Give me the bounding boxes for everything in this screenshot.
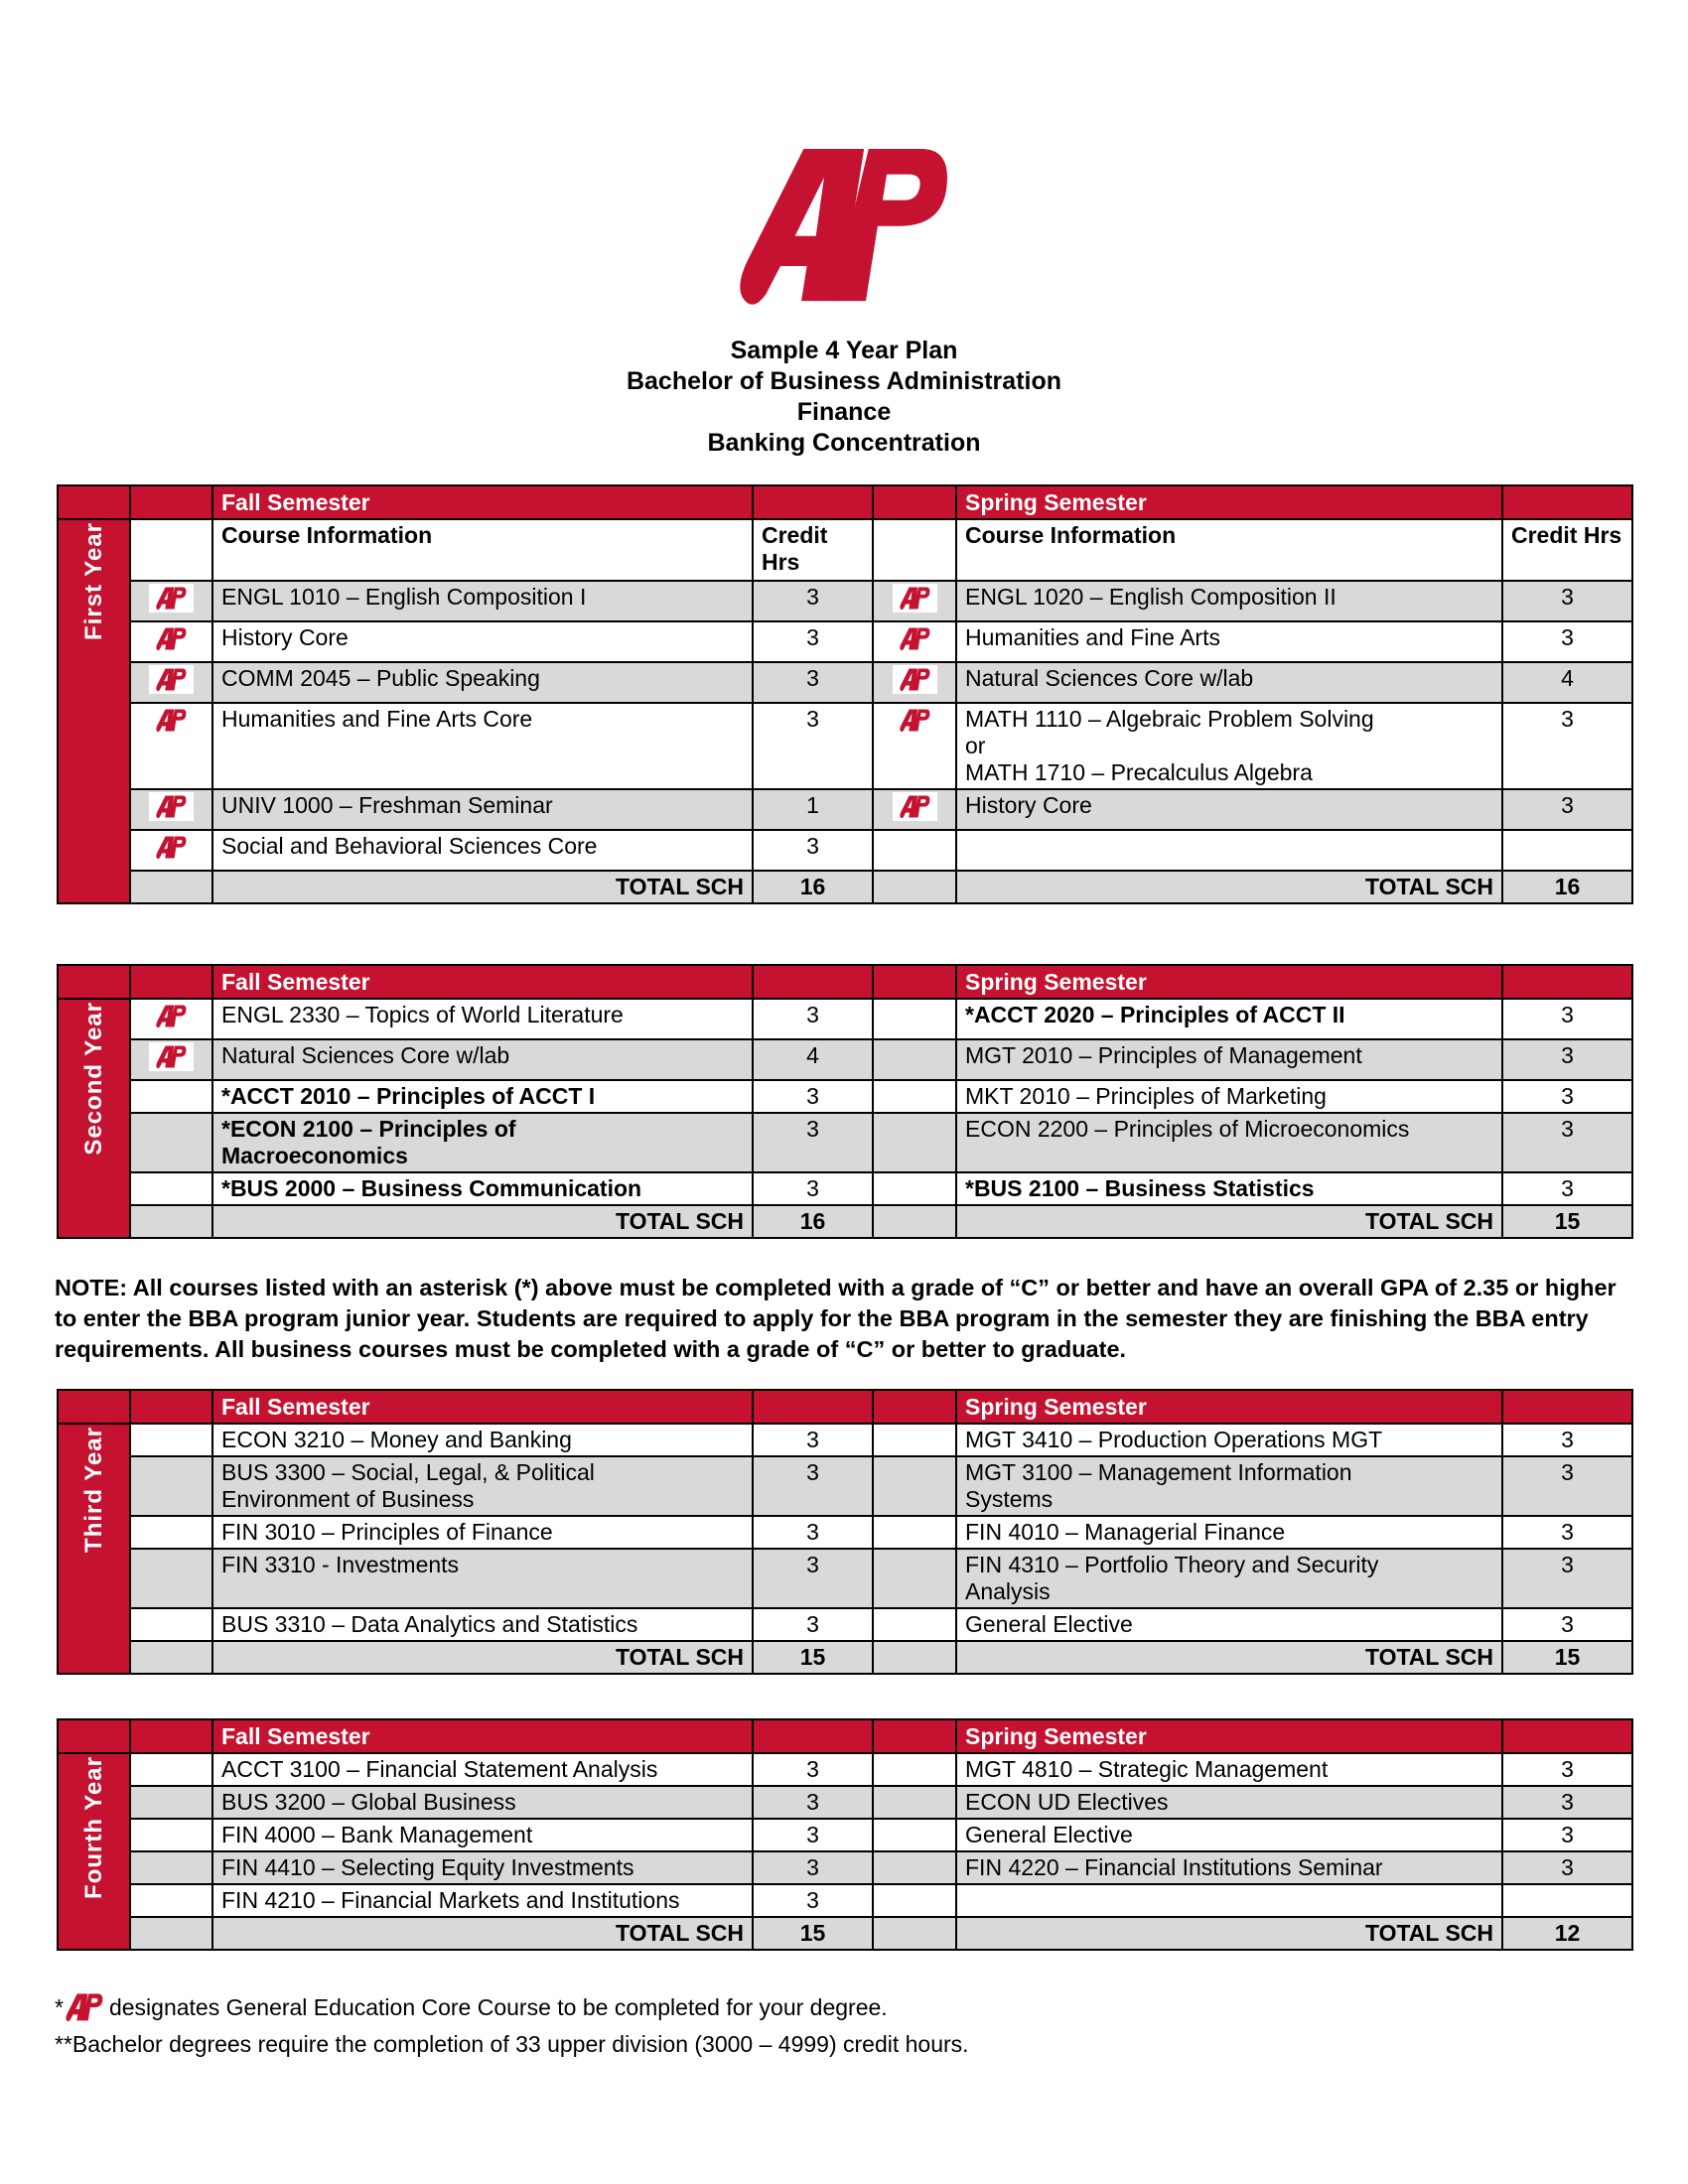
fall-course-cell: Social and Behavioral Sciences Core bbox=[212, 830, 753, 871]
fall-course-cell: Humanities and Fine Arts Core bbox=[212, 703, 753, 789]
spring-credit-hrs-header: Credit Hrs bbox=[1502, 519, 1632, 581]
fall-semester-header: Fall Semester bbox=[212, 1719, 753, 1753]
spring-credit-cell: 3 bbox=[1502, 1172, 1632, 1205]
third-year-table bbox=[57, 1389, 1633, 1675]
ap-logo-icon bbox=[738, 149, 951, 308]
logo-cell bbox=[873, 1113, 956, 1172]
fall-course-cell: BUS 3200 – Global Business bbox=[212, 1786, 753, 1819]
logo-column-header bbox=[873, 1390, 956, 1424]
logo-column-header bbox=[130, 1390, 212, 1424]
fall-total-label: TOTAL SCH bbox=[212, 871, 753, 903]
ap-logo-slot bbox=[64, 1994, 109, 2020]
fall-semester-header: Fall Semester bbox=[212, 485, 753, 519]
spring-credit-cell: 3 bbox=[1502, 1080, 1632, 1113]
course-row bbox=[58, 621, 1632, 662]
spring-total-value: 15 bbox=[1502, 1205, 1632, 1238]
fall-course-cell: *ECON 2100 – Principles of Macroeconomics bbox=[212, 1113, 753, 1172]
year-column-corner bbox=[58, 485, 130, 519]
logo-column-header bbox=[873, 1719, 956, 1753]
fall-credit-cell: 3 bbox=[753, 1549, 873, 1608]
semester-header-row bbox=[58, 485, 1632, 519]
logo-cell bbox=[130, 1424, 212, 1456]
spring-credit-cell: 3 bbox=[1502, 789, 1632, 830]
spring-course-cell: ENGL 1020 – English Composition II bbox=[956, 581, 1502, 621]
spring-credit-cell: 3 bbox=[1502, 1608, 1632, 1641]
fall-credit-cell: 3 bbox=[753, 1884, 873, 1917]
fall-credit-cell: 3 bbox=[753, 1424, 873, 1456]
fall-course-cell: ACCT 3100 – Financial Statement Analysis bbox=[212, 1753, 753, 1786]
spring-course-cell: General Elective bbox=[956, 1608, 1502, 1641]
fall-credit-cell: 1 bbox=[753, 789, 873, 830]
logo-cell bbox=[130, 1608, 212, 1641]
gen-ed-core-badge bbox=[149, 624, 194, 653]
logo-cell bbox=[873, 1039, 956, 1080]
ap-logo-icon bbox=[900, 627, 930, 651]
ap-logo-icon bbox=[156, 709, 187, 733]
spring-course-cell bbox=[956, 830, 1502, 871]
spring-credit-cell: 3 bbox=[1502, 1819, 1632, 1851]
spring-course-cell: General Elective bbox=[956, 1819, 1502, 1851]
logo-cell bbox=[130, 1516, 212, 1549]
fall-credit-cell: 3 bbox=[753, 703, 873, 789]
fall-total-value: 15 bbox=[753, 1641, 873, 1674]
logo-cell bbox=[873, 1753, 956, 1786]
fall-course-cell: FIN 3310 - Investments bbox=[212, 1549, 753, 1608]
logo-cell bbox=[873, 1851, 956, 1884]
spring-credit-cell bbox=[1502, 1884, 1632, 1917]
logo-cell bbox=[130, 1851, 212, 1884]
logo-cell bbox=[873, 1080, 956, 1113]
spring-credit-cell: 3 bbox=[1502, 581, 1632, 621]
fall-credit-column-header bbox=[753, 1390, 873, 1424]
year-column-corner bbox=[58, 1719, 130, 1753]
logo-cell bbox=[873, 1819, 956, 1851]
fall-course-cell: ENGL 1010 – English Composition I bbox=[212, 581, 753, 621]
year-label-cell bbox=[58, 1424, 130, 1674]
spring-course-cell: MGT 3410 – Production Operations MGT bbox=[956, 1424, 1502, 1456]
logo-cell bbox=[873, 999, 956, 1039]
fall-credit-cell: 3 bbox=[753, 1172, 873, 1205]
fall-credit-cell: 3 bbox=[753, 1608, 873, 1641]
fall-course-cell: FIN 4000 – Bank Management bbox=[212, 1819, 753, 1851]
logo-cell bbox=[873, 519, 956, 581]
ap-logo-icon bbox=[156, 587, 187, 611]
spring-course-cell: History Core bbox=[956, 789, 1502, 830]
spring-course-cell: MATH 1110 – Algebraic Problem Solving or MATH 1710 – Precalculus Algebra bbox=[956, 703, 1502, 789]
total-row bbox=[58, 1917, 1632, 1950]
spring-credit-cell: 3 bbox=[1502, 999, 1632, 1039]
spring-total-value: 15 bbox=[1502, 1641, 1632, 1674]
fall-total-label: TOTAL SCH bbox=[212, 1917, 753, 1950]
course-info-header-row bbox=[58, 519, 1632, 581]
gen-ed-core-badge bbox=[893, 584, 937, 613]
fall-credit-cell: 3 bbox=[753, 999, 873, 1039]
spring-credit-cell: 3 bbox=[1502, 703, 1632, 789]
spring-course-cell: ECON 2200 – Principles of Microeconomics bbox=[956, 1113, 1502, 1172]
fall-total-label: TOTAL SCH bbox=[212, 1205, 753, 1238]
spring-total-label: TOTAL SCH bbox=[956, 871, 1502, 903]
course-row bbox=[58, 1080, 1632, 1113]
asterisk: * bbox=[55, 1994, 64, 2020]
course-row bbox=[58, 789, 1632, 830]
logo-cell bbox=[130, 999, 212, 1039]
logo-cell bbox=[873, 1205, 956, 1238]
logo-cell bbox=[873, 871, 956, 903]
logo-cell bbox=[130, 621, 212, 662]
fall-credit-cell: 3 bbox=[753, 1819, 873, 1851]
fall-course-cell: *BUS 2000 – Business Communication bbox=[212, 1172, 753, 1205]
spring-course-cell bbox=[956, 1884, 1502, 1917]
logo-cell bbox=[873, 1917, 956, 1950]
logo-column-header bbox=[130, 485, 212, 519]
logo-cell bbox=[130, 1641, 212, 1674]
spring-total-label: TOTAL SCH bbox=[956, 1641, 1502, 1674]
course-row bbox=[58, 662, 1632, 703]
course-row bbox=[58, 1608, 1632, 1641]
semester-header-row bbox=[58, 1719, 1632, 1753]
fall-total-label: TOTAL SCH bbox=[212, 1641, 753, 1674]
logo-cell bbox=[873, 789, 956, 830]
footnote-upper-division: **Bachelor degrees require the completion of 33 upper division (3000 – 4999) credit hours. bbox=[55, 2031, 969, 2057]
fall-total-value: 15 bbox=[753, 1917, 873, 1950]
logo-cell bbox=[130, 1039, 212, 1080]
footnote-gen-ed bbox=[55, 1992, 1688, 2022]
fall-course-cell: COMM 2045 – Public Speaking bbox=[212, 662, 753, 703]
fall-credit-cell: 3 bbox=[753, 1080, 873, 1113]
logo-cell bbox=[873, 621, 956, 662]
gen-ed-core-badge bbox=[149, 584, 194, 613]
total-row bbox=[58, 1641, 1632, 1674]
footnotes bbox=[55, 1992, 1688, 2059]
spring-course-cell: FIN 4220 – Financial Institutions Seminar bbox=[956, 1851, 1502, 1884]
logo-cell bbox=[130, 1917, 212, 1950]
fall-total-value: 16 bbox=[753, 871, 873, 903]
total-row bbox=[58, 871, 1632, 903]
fall-credit-cell: 4 bbox=[753, 1039, 873, 1080]
logo-column-header bbox=[873, 485, 956, 519]
year-column-corner bbox=[58, 965, 130, 999]
ap-logo-icon bbox=[900, 709, 930, 733]
title-line-major: Finance bbox=[796, 398, 892, 426]
logo-cell bbox=[130, 1884, 212, 1917]
first-year-table bbox=[57, 484, 1633, 904]
gen-ed-core-badge bbox=[893, 624, 937, 653]
gen-ed-core-badge bbox=[149, 833, 194, 862]
logo-cell bbox=[130, 581, 212, 621]
logo-cell bbox=[130, 662, 212, 703]
fall-course-cell: BUS 3300 – Social, Legal, & Political Environment of Business bbox=[212, 1456, 753, 1516]
ap-logo-icon bbox=[156, 1005, 187, 1028]
gen-ed-core-badge bbox=[893, 665, 937, 694]
gen-ed-core-badge bbox=[893, 706, 937, 735]
document-title bbox=[0, 336, 1688, 459]
fall-credit-hrs-header: Credit Hrs bbox=[753, 519, 873, 581]
fourth-year-table bbox=[57, 1718, 1633, 1951]
year-label-cell bbox=[58, 519, 130, 903]
footnote-gen-ed-text: designates General Education Core Course to be completed for your degree. bbox=[108, 1994, 888, 2020]
gen-ed-core-badge bbox=[149, 1042, 194, 1071]
spring-semester-header: Spring Semester bbox=[956, 485, 1502, 519]
course-row bbox=[58, 1549, 1632, 1608]
semester-header-row bbox=[58, 965, 1632, 999]
ap-logo-icon bbox=[900, 795, 930, 819]
logo-cell bbox=[130, 1753, 212, 1786]
course-row bbox=[58, 1851, 1632, 1884]
university-logo bbox=[0, 0, 1688, 308]
ap-logo-icon bbox=[156, 627, 187, 651]
gen-ed-core-badge bbox=[149, 792, 194, 821]
title-line-concentration: Banking Concentration bbox=[707, 429, 981, 457]
logo-cell bbox=[873, 581, 956, 621]
spring-total-label: TOTAL SCH bbox=[956, 1205, 1502, 1238]
title-line-plan: Sample 4 Year Plan bbox=[730, 337, 958, 364]
year-label-cell bbox=[58, 1753, 130, 1950]
gen-ed-core-badge bbox=[893, 792, 937, 821]
fall-credit-cell: 3 bbox=[753, 662, 873, 703]
course-row bbox=[58, 581, 1632, 621]
spring-course-cell: *ACCT 2020 – Principles of ACCT II bbox=[956, 999, 1502, 1039]
fall-total-value: 16 bbox=[753, 1205, 873, 1238]
logo-cell bbox=[130, 1549, 212, 1608]
course-row bbox=[58, 1819, 1632, 1851]
logo-cell bbox=[873, 1786, 956, 1819]
gen-ed-core-badge bbox=[149, 1002, 194, 1030]
fall-credit-column-header bbox=[753, 965, 873, 999]
logo-cell bbox=[130, 1113, 212, 1172]
spring-credit-cell: 3 bbox=[1502, 1786, 1632, 1819]
logo-cell bbox=[873, 662, 956, 703]
fall-credit-cell: 3 bbox=[753, 1516, 873, 1549]
spring-total-value: 12 bbox=[1502, 1917, 1632, 1950]
ap-logo-icon bbox=[900, 668, 930, 692]
fall-course-cell: ECON 3210 – Money and Banking bbox=[212, 1424, 753, 1456]
fall-credit-cell: 3 bbox=[753, 1113, 873, 1172]
spring-credit-cell bbox=[1502, 830, 1632, 871]
fall-course-cell: History Core bbox=[212, 621, 753, 662]
spring-credit-cell: 3 bbox=[1502, 1753, 1632, 1786]
fall-course-cell: *ACCT 2010 – Principles of ACCT I bbox=[212, 1080, 753, 1113]
fall-course-cell: FIN 4410 – Selecting Equity Investments bbox=[212, 1851, 753, 1884]
logo-cell bbox=[130, 1205, 212, 1238]
course-row bbox=[58, 1424, 1632, 1456]
fall-course-cell: Natural Sciences Core w/lab bbox=[212, 1039, 753, 1080]
semester-header-row bbox=[58, 1390, 1632, 1424]
logo-cell bbox=[873, 1172, 956, 1205]
year-label: First Year bbox=[80, 522, 107, 640]
fall-credit-column-header bbox=[753, 485, 873, 519]
spring-credit-column-header bbox=[1502, 485, 1632, 519]
spring-course-cell: FIN 4010 – Managerial Finance bbox=[956, 1516, 1502, 1549]
logo-cell bbox=[130, 1456, 212, 1516]
spring-semester-header: Spring Semester bbox=[956, 1390, 1502, 1424]
course-row bbox=[58, 1113, 1632, 1172]
title-line-degree: Bachelor of Business Administration bbox=[626, 367, 1062, 395]
spring-credit-cell: 3 bbox=[1502, 1424, 1632, 1456]
fall-credit-cell: 3 bbox=[753, 621, 873, 662]
logo-cell bbox=[130, 1786, 212, 1819]
logo-cell bbox=[873, 1549, 956, 1608]
spring-course-cell: Humanities and Fine Arts bbox=[956, 621, 1502, 662]
ap-logo-icon bbox=[66, 1993, 103, 2022]
logo-cell bbox=[130, 703, 212, 789]
fall-credit-cell: 3 bbox=[753, 1456, 873, 1516]
course-row bbox=[58, 703, 1632, 789]
ap-logo-icon bbox=[156, 1045, 187, 1069]
ap-logo-icon bbox=[156, 795, 187, 819]
logo-cell bbox=[130, 519, 212, 581]
gen-ed-core-badge bbox=[149, 665, 194, 694]
spring-credit-cell: 3 bbox=[1502, 1516, 1632, 1549]
spring-course-cell: MGT 4810 – Strategic Management bbox=[956, 1753, 1502, 1786]
spring-credit-column-header bbox=[1502, 1390, 1632, 1424]
spring-credit-cell: 3 bbox=[1502, 1549, 1632, 1608]
spring-credit-cell: 3 bbox=[1502, 621, 1632, 662]
fall-credit-cell: 3 bbox=[753, 1851, 873, 1884]
spring-course-cell: MGT 2010 – Principles of Management bbox=[956, 1039, 1502, 1080]
spring-semester-header: Spring Semester bbox=[956, 965, 1502, 999]
spring-course-cell: ECON UD Electives bbox=[956, 1786, 1502, 1819]
logo-cell bbox=[873, 1456, 956, 1516]
logo-cell bbox=[873, 1516, 956, 1549]
course-row bbox=[58, 1753, 1632, 1786]
spring-credit-cell: 3 bbox=[1502, 1039, 1632, 1080]
second-year-table bbox=[57, 964, 1633, 1239]
course-row bbox=[58, 1456, 1632, 1516]
fall-credit-cell: 3 bbox=[753, 1753, 873, 1786]
spring-credit-cell: 4 bbox=[1502, 662, 1632, 703]
year-label-cell bbox=[58, 999, 130, 1238]
spring-course-cell: Natural Sciences Core w/lab bbox=[956, 662, 1502, 703]
spring-course-info-header: Course Information bbox=[956, 519, 1502, 581]
year-label: Fourth Year bbox=[80, 1756, 107, 1899]
logo-column-header bbox=[130, 1719, 212, 1753]
fall-credit-column-header bbox=[753, 1719, 873, 1753]
fall-credit-cell: 3 bbox=[753, 1786, 873, 1819]
bba-entry-note: NOTE: All courses listed with an asterisk (*) above must be completed with a grade of “C” or better and have an overall GPA of 2.35 or higher to enter the BBA program junior year. Students are required to apply for the BBA program in the semester they are finishing the BBA entry requirements. All business courses must be completed with a grade of “C” or better to graduate. bbox=[55, 1275, 1617, 1362]
logo-cell bbox=[873, 830, 956, 871]
fall-course-cell: FIN 3010 – Principles of Finance bbox=[212, 1516, 753, 1549]
gen-ed-core-badge bbox=[149, 706, 194, 735]
logo-cell bbox=[130, 789, 212, 830]
course-row bbox=[58, 999, 1632, 1039]
total-row bbox=[58, 1205, 1632, 1238]
logo-cell bbox=[873, 1884, 956, 1917]
year-label: Third Year bbox=[80, 1427, 107, 1553]
fall-course-cell: UNIV 1000 – Freshman Seminar bbox=[212, 789, 753, 830]
fall-course-info-header: Course Information bbox=[212, 519, 753, 581]
spring-credit-column-header bbox=[1502, 1719, 1632, 1753]
fall-credit-cell: 3 bbox=[753, 581, 873, 621]
spring-course-cell: MKT 2010 – Principles of Marketing bbox=[956, 1080, 1502, 1113]
course-row bbox=[58, 1516, 1632, 1549]
spring-total-value: 16 bbox=[1502, 871, 1632, 903]
year-column-corner bbox=[58, 1390, 130, 1424]
course-row bbox=[58, 1786, 1632, 1819]
logo-cell bbox=[873, 1424, 956, 1456]
course-row bbox=[58, 1039, 1632, 1080]
logo-cell bbox=[130, 871, 212, 903]
logo-cell bbox=[873, 1641, 956, 1674]
spring-semester-header: Spring Semester bbox=[956, 1719, 1502, 1753]
fall-credit-cell: 3 bbox=[753, 830, 873, 871]
spring-credit-cell: 3 bbox=[1502, 1851, 1632, 1884]
course-row bbox=[58, 1884, 1632, 1917]
spring-course-cell: MGT 3100 – Management Information Systems bbox=[956, 1456, 1502, 1516]
logo-column-header bbox=[873, 965, 956, 999]
logo-cell bbox=[130, 1172, 212, 1205]
fall-semester-header: Fall Semester bbox=[212, 1390, 753, 1424]
fall-course-cell: FIN 4210 – Financial Markets and Institutions bbox=[212, 1884, 753, 1917]
fall-course-cell: ENGL 2330 – Topics of World Literature bbox=[212, 999, 753, 1039]
spring-course-cell: FIN 4310 – Portfolio Theory and Security Analysis bbox=[956, 1549, 1502, 1608]
spring-course-cell: *BUS 2100 – Business Statistics bbox=[956, 1172, 1502, 1205]
ap-logo-icon bbox=[156, 836, 187, 860]
logo-column-header bbox=[130, 965, 212, 999]
spring-total-label: TOTAL SCH bbox=[956, 1917, 1502, 1950]
ap-logo-icon bbox=[156, 668, 187, 692]
logo-cell bbox=[130, 1819, 212, 1851]
logo-cell bbox=[130, 830, 212, 871]
spring-credit-cell: 3 bbox=[1502, 1113, 1632, 1172]
fall-course-cell: BUS 3310 – Data Analytics and Statistics bbox=[212, 1608, 753, 1641]
logo-cell bbox=[873, 703, 956, 789]
spring-credit-cell: 3 bbox=[1502, 1456, 1632, 1516]
logo-cell bbox=[130, 1080, 212, 1113]
ap-logo-icon bbox=[900, 587, 930, 611]
year-label: Second Year bbox=[80, 1002, 107, 1156]
course-row bbox=[58, 1172, 1632, 1205]
logo-cell bbox=[873, 1608, 956, 1641]
course-row bbox=[58, 830, 1632, 871]
spring-credit-column-header bbox=[1502, 965, 1632, 999]
fall-semester-header: Fall Semester bbox=[212, 965, 753, 999]
